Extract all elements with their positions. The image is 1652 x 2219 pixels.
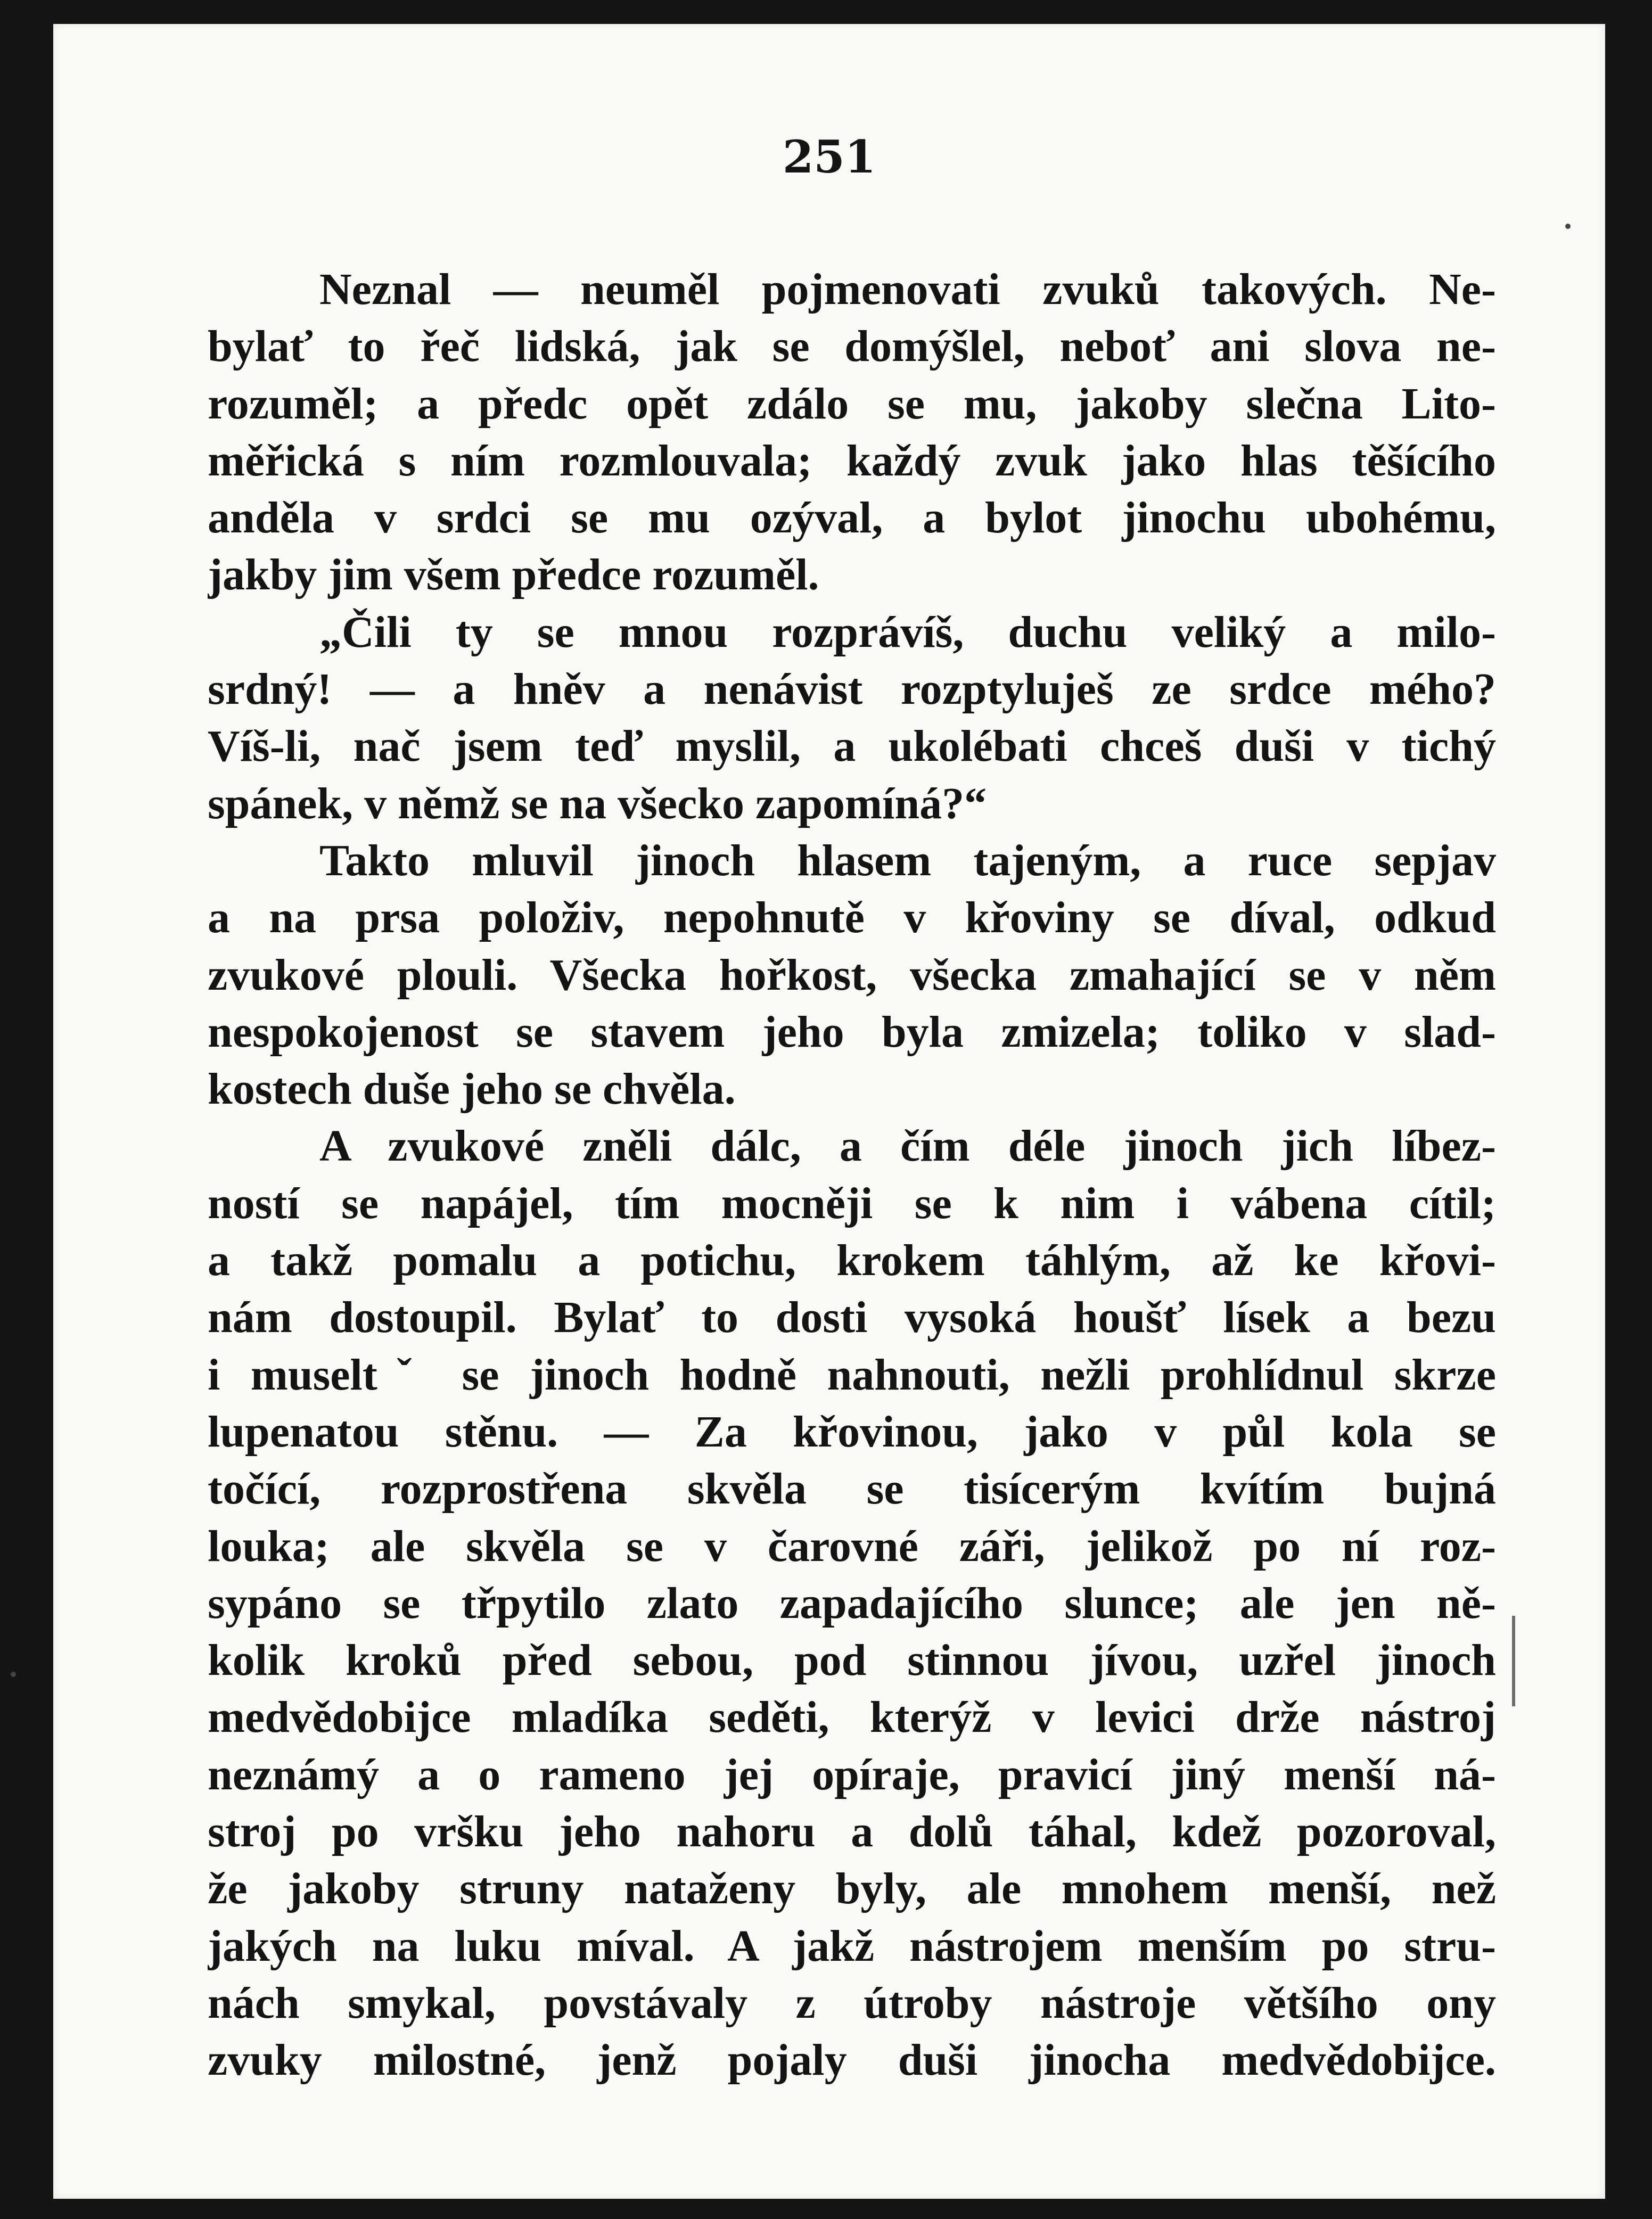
- text-line: kolik kroků před sebou, pod stinnou jívou, uzřel jinoch: [208, 1636, 1496, 1686]
- text-line: srdný! — a hněv a nenávist rozptyluješ ze srdce mého?: [208, 664, 1496, 714]
- text-line: Neznal — neuměl pojmenovati zvuků takových. Ne-: [319, 265, 1496, 314]
- text-line: stroj po vršku jeho nahoru a dolů táhal, kdež pozoroval,: [208, 1807, 1496, 1857]
- text-line: a na prsa položiv, nepohnutě v křoviny se díval, odkud: [208, 893, 1496, 943]
- text-line: louka; ale skvěla se v čarovné záři, jelikož po ní roz-: [208, 1521, 1496, 1571]
- text-line: medvědobijce mladíka seděti, kterýž v levici drže nástroj: [208, 1692, 1496, 1743]
- text-line: „Čili ty se mnou rozprávíš, duchu veliký a milo-: [319, 607, 1496, 657]
- text-line: sypáno se třpytilo zlato zapadajícího slunce; ale jen ně-: [208, 1578, 1496, 1628]
- text-line: a takž pomalu a potichu, krokem táhlým, až ke křovi-: [208, 1236, 1496, 1286]
- text-line: nách smykal, povstávaly z útroby nástroje většího ony: [208, 1978, 1496, 2028]
- text-line: neznámý a o rameno jej opíraje, pravicí jiný menší ná-: [208, 1749, 1496, 1799]
- text-line: lupenatou stěnu. — Za křovinou, jako v půl kola se: [208, 1407, 1496, 1457]
- text-line: nespokojenost se stavem jeho byla zmizela; toliko v slad-: [208, 1007, 1496, 1057]
- text-line: zvuky milostné, jenž pojaly duši jinocha medvědobijce.: [208, 2035, 1496, 2085]
- text-line: anděla v srdci se mu ozýval, a bylot jinochu ubohému,: [208, 493, 1496, 543]
- page-number: 251: [782, 130, 876, 183]
- text-line: rozuměl; a předc opět zdálo se mu, jakoby slečna Lito-: [208, 379, 1496, 429]
- text-line: točící, rozprostřena skvěla se tisícerým kvítím bujná: [208, 1464, 1496, 1514]
- margin-mark: [1512, 1616, 1515, 1706]
- body-text: [208, 261, 1496, 2089]
- speck: [11, 1672, 16, 1677]
- speck: [1565, 224, 1571, 229]
- book-page: [53, 24, 1605, 2199]
- text-line: Víš-li, nač jsem teď myslil, a ukolébati chceš duši v tichý: [208, 721, 1496, 771]
- text-line: jakých na luku míval. A jakž nástrojem menším po stru-: [208, 1921, 1496, 1971]
- text-line: kostech duše jeho se chvěla.: [208, 1064, 736, 1114]
- text-line: měřická s ním rozmlouvala; každý zvuk jako hlas těšícího: [208, 435, 1496, 486]
- text-line: spánek, v němž se na všecko zapomíná?“: [208, 778, 987, 828]
- text-line: Takto mluvil jinoch hlasem tajeným, a ruce sepjav: [319, 835, 1496, 885]
- text-line: že jakoby struny nataženy byly, ale mnohem menší, než: [208, 1864, 1496, 1914]
- text-line: ností se napájel, tím mocněji se k nim i vábena cítil;: [208, 1178, 1496, 1228]
- text-line: nám dostoupil. Bylať to dosti vysoká houšť lísek a bezu: [208, 1293, 1496, 1343]
- text-line: i museltˇ se jinoch hodně nahnouti, nežli prohlídnul skrze: [208, 1350, 1496, 1400]
- text-line: bylať to řeč lidská, jak se domýšlel, neboť ani slova ne-: [208, 322, 1496, 372]
- text-line: jakby jim všem předce rozuměl.: [208, 550, 819, 600]
- text-line: zvukové plouli. Všecka hořkost, všecka zmahající se v něm: [208, 950, 1496, 1000]
- text-line: A zvukové zněli dálc, a čím déle jinoch jich líbez-: [319, 1121, 1496, 1171]
